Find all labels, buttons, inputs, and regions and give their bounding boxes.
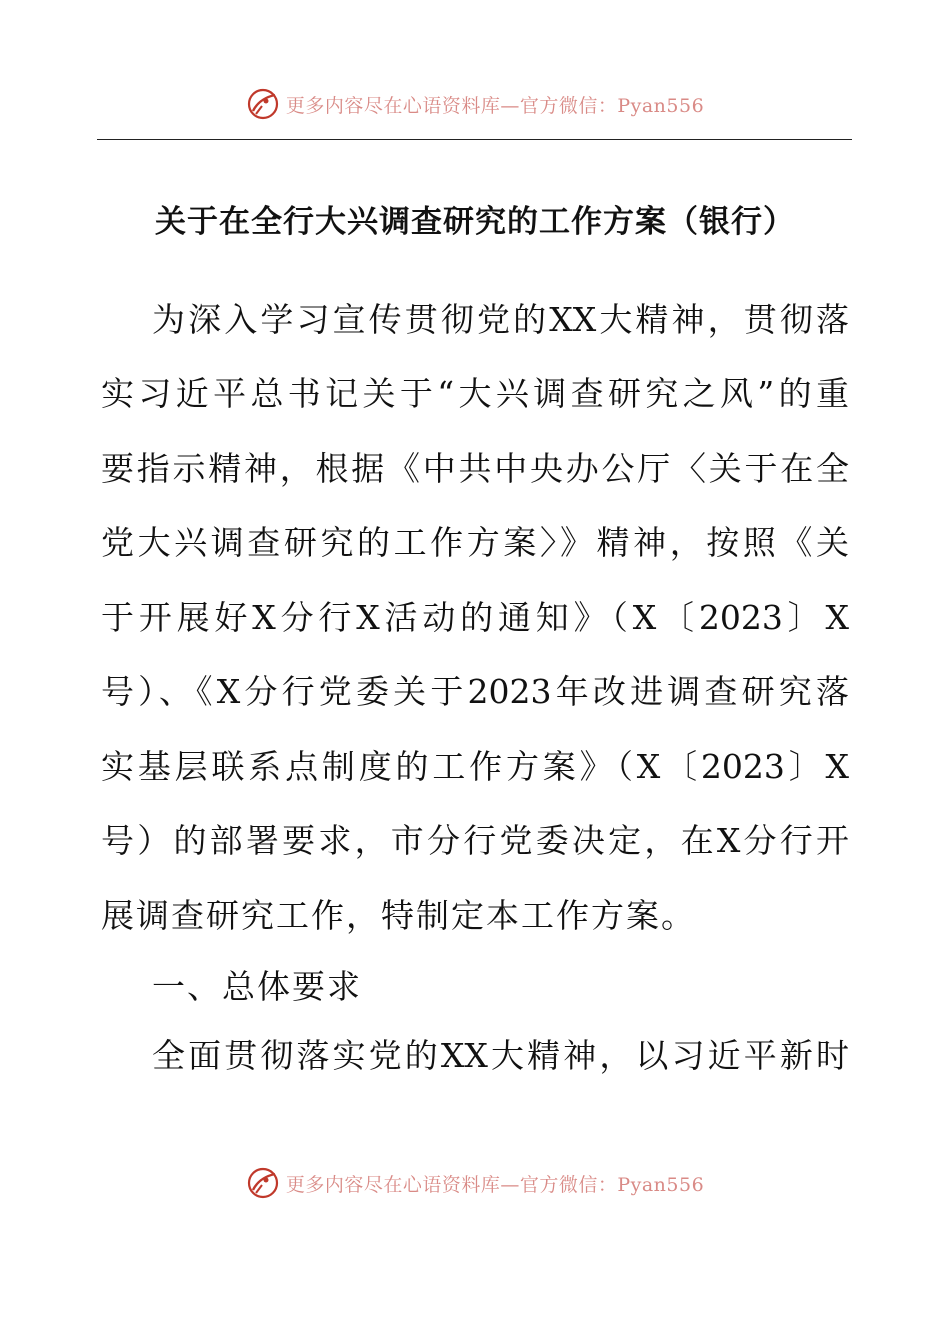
- paragraph-line: 全面贯彻落实党的XX大精神，以习近平新时: [152, 1036, 849, 1075]
- paragraph-line: 实基层联系点制度的工作方案》（X〔2023〕X: [101, 747, 849, 786]
- footer-banner: [0, 1163, 950, 1203]
- paragraph-line: 要指示精神，根据《中共中央办公厅〈关于在全: [101, 449, 849, 488]
- section-heading: 一、总体要求: [152, 967, 362, 1006]
- paragraph-line: 实习近平总书记关于“大兴调查研究之风”的重: [101, 374, 849, 413]
- paragraph-line: 于开展好X分行X活动的通知》（X〔2023〕X: [101, 598, 849, 637]
- paragraph-line: 展调查研究工作，特制定本工作方案。: [101, 896, 696, 935]
- document-title: 关于在全行大兴调查研究的工作方案（银行）: [155, 204, 795, 240]
- paragraph-line: 号）、《X分行党委关于2023年改进调查研究落: [101, 672, 849, 711]
- header-banner-text: 更多内容尽在心语资料库—官方微信：Pyan556: [285, 94, 705, 117]
- library-logo-icon: [246, 87, 280, 121]
- header-divider: [97, 139, 852, 140]
- paragraph-line: 号）的部署要求，市分行党委决定，在X分行开: [101, 821, 849, 860]
- header-banner: [0, 84, 950, 124]
- library-logo-icon: [246, 1166, 280, 1200]
- footer-banner-text: 更多内容尽在心语资料库—官方微信：Pyan556: [285, 1173, 705, 1196]
- paragraph-line: 为深入学习宣传贯彻党的XX大精神，贯彻落: [152, 300, 849, 339]
- paragraph-line: 党大兴调查研究的工作方案〉》精神，按照《关: [101, 523, 849, 562]
